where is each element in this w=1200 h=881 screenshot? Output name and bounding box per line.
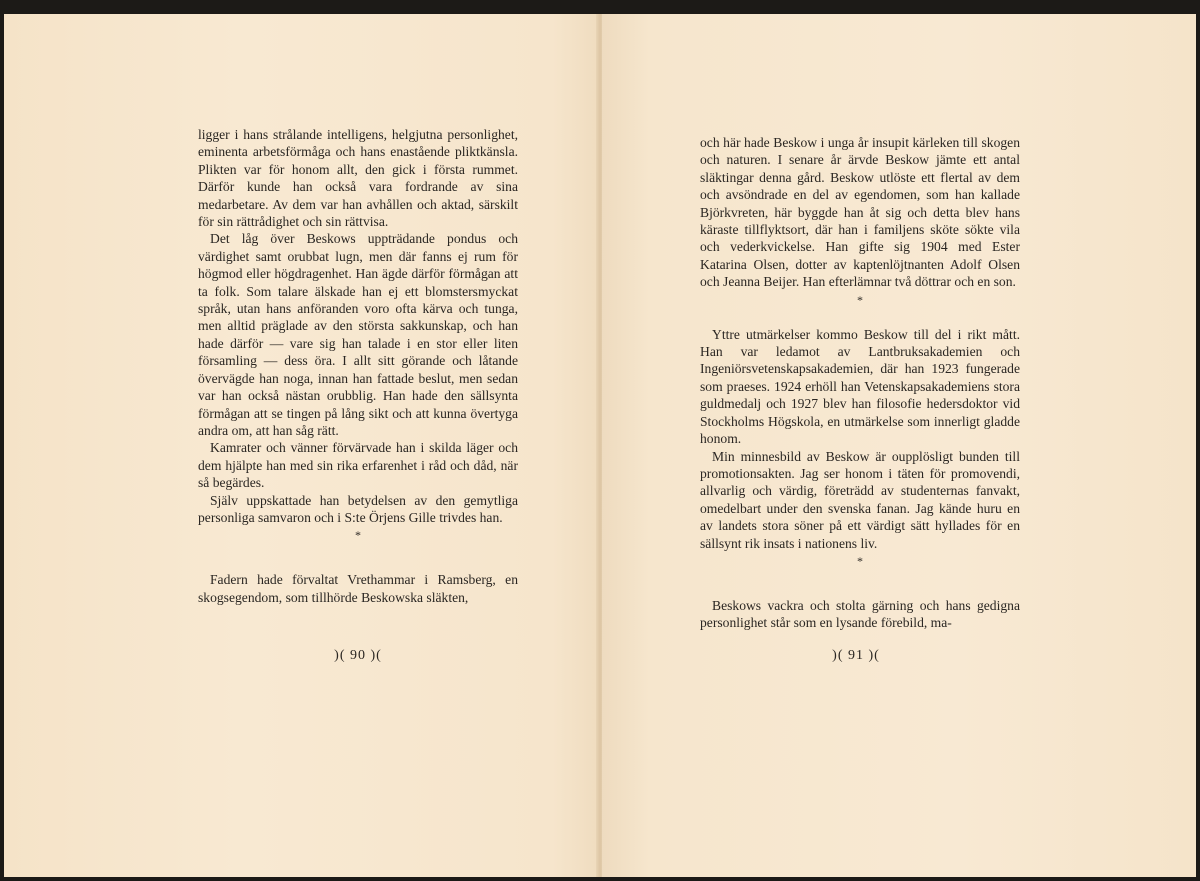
section-separator: * xyxy=(355,528,361,543)
right-paragraph-4: Beskows vackra och stolta gärning och hans gedigna personlighet står som en lysande förebild, ma- xyxy=(700,597,1020,631)
right-paragraph-2: Yttre utmärkelser kommo Beskow till del i rikt mått. Han var ledamot av Lantbruksakademien och Ingeniörsvetenskapsakademien, där han 1923 fungerade som praeses. 1924 erhöll han Vetenskapsakademiens stora guldmedalj och 1927 blev han filosofie hedersdoktor vid Stockholms Högskola, en utmärkelse som innerligt gladde honom. xyxy=(700,326,1020,447)
left-closing-paragraph: Fadern hade förvaltat Vrethammar i Ramsberg, en skogsegendom, som tillhörde Beskowska släkten, xyxy=(198,572,518,605)
left-paragraph-3: Kamrater och vänner förvärvade han i skilda läger och dem hjälpte han med sin rika erfarenhet i råd och dåd, när så begärdes. xyxy=(198,440,518,491)
left-paragraph-4: Själv uppskattade han betydelsen av den gemytliga personliga samvaron och i S:te Örjens Gille trivdes han. xyxy=(198,492,518,525)
section-separator-2: * xyxy=(857,553,863,568)
right-page xyxy=(602,14,1196,877)
book-spread xyxy=(4,14,1196,877)
right-paragraph-1: och här hade Beskow i unga år insupit kärleken till skogen och naturen. I senare år ärvde Beskow jämte ett antal släktingar denna gård. Beskow utlöste ett flertal av dem och avsöndrade en del av egendomen, som han kallade Björkvreten, här byggde han åt sig och detta blev hans käraste tillflyktsort, där han i familjens sköte sökte vila och vederkvickelse. Han gifte sig 1904 med Ester Katarina Olsen, dotter av kaptenlöjtnanten Adolf Olsen och Jeanna Beijer. Han efterlämnar två döttrar och en son. xyxy=(700,135,1020,290)
left-paragraph-1: ligger i hans strålande intelligens, helgjutna personlighet, eminenta arbetsförmåga och hans enastående pliktkänsla. Plikten var för honom allt, den gick i första rummet. Därför kunde han också vara fordrande av sina medarbetare. Av dem var han avhållen och aktad, särskilt för sin rättrådighet och sin rättvisa. xyxy=(198,127,518,230)
section-separator-1: * xyxy=(857,292,863,307)
left-page xyxy=(4,14,600,877)
page-number-right: )( 91 )( xyxy=(832,648,880,663)
page-number-left: )( 90 )( xyxy=(334,648,382,663)
left-page-text xyxy=(198,126,518,606)
spacer xyxy=(700,587,1020,597)
left-paragraph-2: Det låg över Beskows uppträdande pondus och värdighet samt orubbat lugn, men där fanns ej rum för högmod eller högdragenhet. Han ägde därför förmågan att ta folk. Som talare älskade han ej ett blomstersmyckat språk, utan hans anföranden voro ofta kärva och tunga, men alltid präglade av den största sakkunskap, och han hade därför — vare sig han talade i en stor eller liten församling — dess öra. I allt sitt görande och låtande övervägde han noga, innan han fattade beslut, men sedan var han också nästan orubblig. Han hade den sällsynta förmågan att se tingen på lång sikt och att kunna övertyga andra om, att han såg rätt. xyxy=(198,231,518,438)
right-page-text xyxy=(700,134,1020,632)
spacer xyxy=(198,561,518,571)
right-paragraph-3: Min minnesbild av Beskow är oupplösligt bunden till promotionsakten. Jag ser honom i täten för promovendi, allvarlig och värdig, företrädd av studenternas fanvakt, omedelbart under den svenska fanan. Jag kände huru en av landets stora söner på ett värdigt sätt hyllades för en sällsynt rik insats i nationens liv. xyxy=(700,448,1020,551)
